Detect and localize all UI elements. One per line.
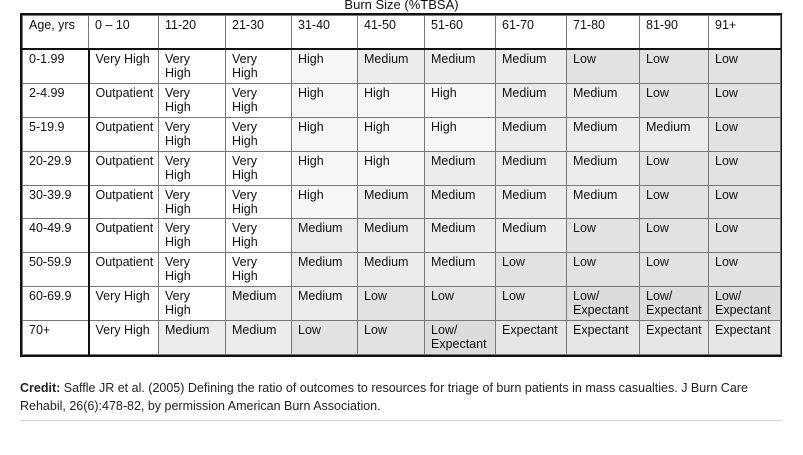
triage-cell: Medium (226, 287, 292, 321)
column-header-burn-size: 91+ (709, 16, 781, 50)
triage-cell: Low (496, 287, 567, 321)
credit-label: Credit: (20, 381, 61, 395)
credit-text: Saffle JR et al. (2005) Defining the ratio of outcomes to resources for triage of burn patients in mass casualties. J Burn Care Rehabil, 26(6):478-82, by permission American Burn Association. (20, 381, 748, 413)
triage-cell: Low (292, 321, 358, 355)
column-header-burn-size: 41-50 (358, 16, 425, 50)
triage-cell: Low (567, 219, 640, 253)
triage-cell: Medium (226, 321, 292, 355)
triage-cell: Low (358, 287, 425, 321)
triage-cell: Expectant (709, 321, 781, 355)
column-header-burn-size: 81-90 (640, 16, 709, 50)
row-header-age: 20-29.9 (23, 151, 89, 185)
row-header-age: 50-59.9 (23, 253, 89, 287)
table-row (23, 253, 781, 287)
triage-cell: Very High (159, 253, 226, 287)
triage-cell: Medium (567, 83, 640, 117)
triage-cell: Low (640, 151, 709, 185)
triage-cell: Medium (358, 219, 425, 253)
triage-cell: Outpatient (89, 117, 159, 151)
triage-cell: Medium (496, 185, 567, 219)
credit-note (20, 379, 790, 415)
triage-cell: Low/ Expectant (425, 321, 496, 355)
triage-cell: Medium (425, 185, 496, 219)
table-row (23, 151, 781, 185)
triage-cell: Medium (292, 219, 358, 253)
triage-cell: Very High (89, 321, 159, 355)
table-row (23, 49, 781, 83)
column-header-burn-size: 51-60 (425, 16, 496, 50)
triage-cell: High (292, 83, 358, 117)
burn-triage-table (22, 15, 781, 355)
triage-cell: Low (709, 151, 781, 185)
triage-cell: Low (496, 253, 567, 287)
triage-cell: Low (358, 321, 425, 355)
triage-cell: Very High (159, 83, 226, 117)
column-header-age: Age, yrs (23, 16, 89, 50)
triage-cell: Medium (425, 151, 496, 185)
triage-cell: Medium (496, 219, 567, 253)
row-header-age: 5-19.9 (23, 117, 89, 151)
triage-cell: Very High (89, 49, 159, 83)
triage-cell: Very High (226, 151, 292, 185)
triage-cell: Very High (226, 185, 292, 219)
row-header-age: 0-1.99 (23, 49, 89, 83)
triage-cell: Very High (226, 117, 292, 151)
triage-cell: Low (709, 253, 781, 287)
triage-cell: Low (640, 253, 709, 287)
triage-cell: Expectant (640, 321, 709, 355)
header-row (23, 16, 781, 50)
triage-cell: Medium (496, 49, 567, 83)
triage-cell: Medium (496, 117, 567, 151)
column-header-burn-size: 11-20 (159, 16, 226, 50)
triage-cell: Low (640, 219, 709, 253)
table-row (23, 219, 781, 253)
triage-cell: Very High (159, 151, 226, 185)
table-caption: Burn Size (%TBSA) (344, 0, 459, 12)
triage-cell: High (292, 151, 358, 185)
table-row (23, 321, 781, 355)
triage-cell: High (358, 151, 425, 185)
triage-cell: Very High (226, 219, 292, 253)
triage-cell: Low (425, 287, 496, 321)
column-header-burn-size: 21-30 (226, 16, 292, 50)
triage-cell: Low (567, 253, 640, 287)
triage-cell: Medium (358, 185, 425, 219)
triage-cell: Very High (159, 287, 226, 321)
triage-cell: Medium (358, 253, 425, 287)
table-row (23, 185, 781, 219)
triage-cell: Very High (159, 49, 226, 83)
triage-cell: High (292, 185, 358, 219)
column-header-burn-size: 31-40 (292, 16, 358, 50)
column-header-burn-size: 71-80 (567, 16, 640, 50)
triage-cell: High (358, 117, 425, 151)
triage-cell: Medium (496, 83, 567, 117)
triage-cell: Low/ Expectant (640, 287, 709, 321)
triage-cell: Medium (358, 49, 425, 83)
triage-cell: Low (640, 49, 709, 83)
triage-cell: Medium (425, 219, 496, 253)
triage-cell: High (425, 117, 496, 151)
triage-cell: Very High (226, 253, 292, 287)
triage-cell: Low/ Expectant (567, 287, 640, 321)
triage-cell: Medium (425, 49, 496, 83)
triage-cell: Medium (567, 151, 640, 185)
row-header-age: 40-49.9 (23, 219, 89, 253)
triage-cell: Low (709, 185, 781, 219)
table-body (23, 49, 781, 355)
triage-cell: High (358, 83, 425, 117)
row-header-age: 30-39.9 (23, 185, 89, 219)
triage-cell: Expectant (496, 321, 567, 355)
row-header-age: 60-69.9 (23, 287, 89, 321)
triage-cell: Medium (159, 321, 226, 355)
triage-cell: Low (640, 185, 709, 219)
triage-cell: Medium (292, 253, 358, 287)
triage-cell: Very High (226, 49, 292, 83)
triage-cell: Low (709, 49, 781, 83)
table-row (23, 117, 781, 151)
triage-cell: Outpatient (89, 151, 159, 185)
triage-cell: Low (709, 219, 781, 253)
row-header-age: 70+ (23, 321, 89, 355)
triage-cell: Low (567, 49, 640, 83)
triage-table-frame (20, 13, 782, 357)
row-header-age: 2-4.99 (23, 83, 89, 117)
triage-cell: Low (709, 117, 781, 151)
triage-cell: High (425, 83, 496, 117)
divider (20, 420, 782, 421)
triage-cell: Very High (159, 219, 226, 253)
table-row (23, 287, 781, 321)
triage-cell: Low (709, 83, 781, 117)
triage-cell: Very High (89, 287, 159, 321)
column-header-burn-size: 0 – 10 (89, 16, 159, 50)
triage-cell: Medium (496, 151, 567, 185)
triage-cell: Outpatient (89, 83, 159, 117)
column-header-burn-size: 61-70 (496, 16, 567, 50)
triage-cell: High (292, 117, 358, 151)
triage-cell: Very High (159, 117, 226, 151)
triage-cell: Low/ Expectant (709, 287, 781, 321)
triage-cell: Medium (567, 117, 640, 151)
triage-cell: Outpatient (89, 219, 159, 253)
triage-cell: Medium (425, 253, 496, 287)
triage-cell: Medium (640, 117, 709, 151)
table-row (23, 83, 781, 117)
triage-cell: Expectant (567, 321, 640, 355)
triage-cell: Very High (159, 185, 226, 219)
triage-cell: Low (640, 83, 709, 117)
triage-cell: Medium (567, 185, 640, 219)
triage-cell: Outpatient (89, 185, 159, 219)
triage-cell: Medium (292, 287, 358, 321)
triage-cell: Very High (226, 83, 292, 117)
triage-cell: High (292, 49, 358, 83)
triage-cell: Outpatient (89, 253, 159, 287)
